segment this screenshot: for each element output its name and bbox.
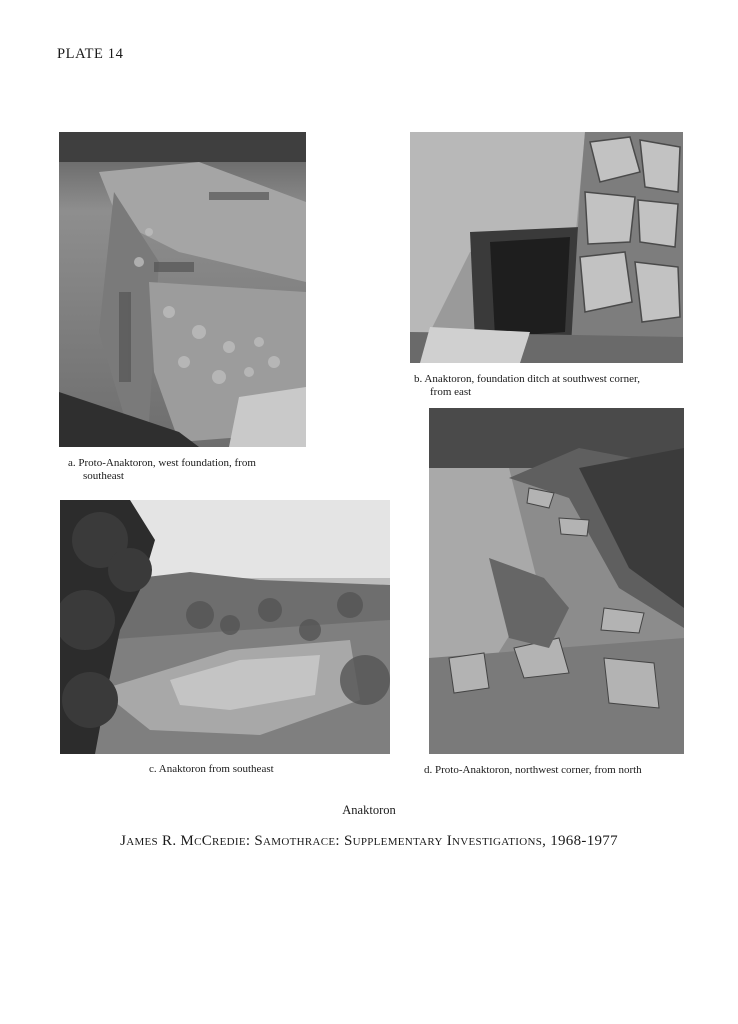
caption-a-letter: a. xyxy=(68,457,76,469)
caption-c-letter: c. xyxy=(149,763,157,775)
caption-d xyxy=(424,764,642,777)
caption-a-line1: Proto-Anaktoron, west foundation, from xyxy=(78,457,256,469)
source-citation: James R. McCredie: Samothrace: Supplementary Investigations, 1968-1977 xyxy=(120,833,618,849)
caption-a xyxy=(68,457,318,483)
caption-d-text: Proto-Anaktoron, northwest corner, from north xyxy=(435,764,642,776)
caption-b-letter: b. xyxy=(414,373,423,385)
photo-proto-anaktoron-west-foundation xyxy=(59,132,306,447)
photo-proto-anaktoron-northwest-corner xyxy=(429,408,684,754)
section-title: Anaktoron xyxy=(342,803,396,817)
caption-c-text: Anaktoron from southeast xyxy=(158,763,274,775)
plate-number: PLATE 14 xyxy=(57,46,124,62)
caption-b-line1: Anaktoron, foundation ditch at southwest corner, xyxy=(424,373,640,385)
caption-c xyxy=(149,763,274,776)
photo-anaktoron-from-southeast xyxy=(60,500,390,754)
photo-anaktoron-foundation-ditch xyxy=(410,132,683,363)
caption-a-line2: southeast xyxy=(83,470,124,482)
caption-b xyxy=(414,373,704,399)
caption-d-letter: d. xyxy=(424,764,433,776)
caption-b-line2: from east xyxy=(430,386,472,398)
